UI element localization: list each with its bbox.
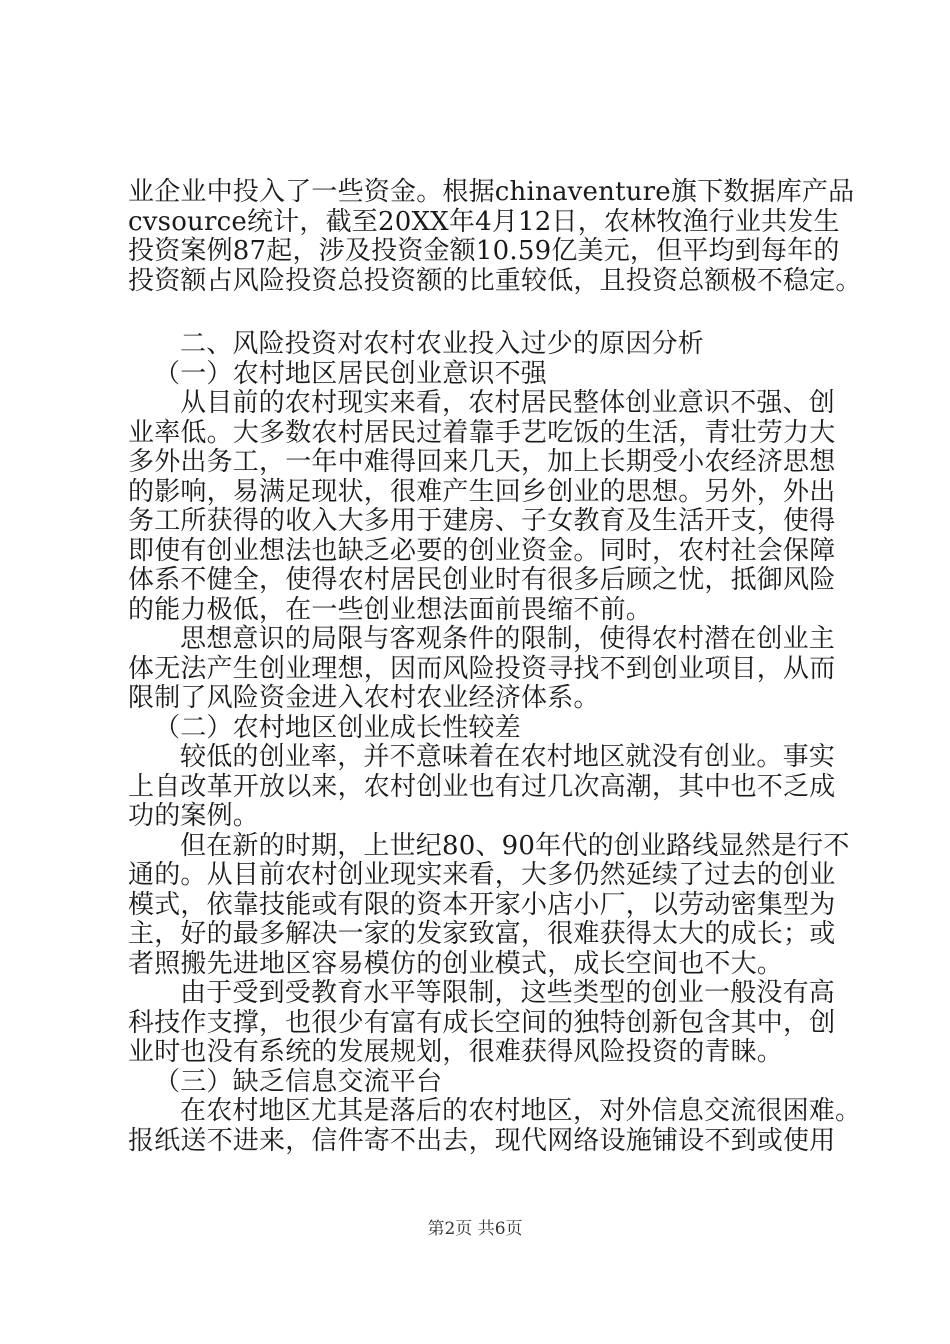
text-line: 上自改革开放以来，农村创业也有过几次高潮，其中也不乏成 — [128, 771, 836, 802]
text-line: 通的。从目前农村创业现实来看，大多仍然延续了过去的创业 — [128, 860, 836, 890]
text-line: 模式，依靠技能或有限的资本开家小店小厂，以劳动密集型为 — [128, 889, 836, 920]
text-line: 报纸送不进来，信件寄不出去，现代网络设施铺设不到或使用 — [128, 1125, 836, 1156]
text-line: 体系不健全，使得农村居民创业时有很多后顾之忧，抵御风险 — [128, 565, 836, 595]
section-gap — [128, 296, 848, 330]
text-line: 的影响，易满足现状，很难产生回乡创业的思想。另外，外出 — [128, 476, 836, 507]
text-line: 业率低。大多数农村居民过着靠手艺吃饭的生活，青壮劳力大 — [128, 417, 836, 448]
text-line: 业时也没有系统的发展规划，很难获得风险投资的青睐。 — [128, 1037, 784, 1067]
text-line: 投资额占风险投资总投资额的比重较低，且投资总额极不稳定。 — [128, 265, 862, 296]
text-line: 科技作支撑，也很少有富有成长空间的独特创新包含其中，创 — [128, 1007, 836, 1038]
subsection-heading: （二）农村地区创业成长性较差 — [154, 712, 521, 743]
text-line: 主，好的最多解决一家的发家致富，很难获得太大的成长；或 — [128, 919, 836, 949]
text-line: 即使有创业想法也缺乏必要的创业资金。同时，农村社会保障 — [128, 535, 836, 566]
text-line: 者照搬先进地区容易模仿的创业模式，成长空间也不大。 — [128, 948, 784, 979]
text-line: 业企业中投入了一些资金。根据chinaventure旗下数据库产品 — [128, 177, 855, 207]
document-body — [128, 177, 862, 1156]
paragraph-first-line: 由于受到受教育水平等限制，这些类型的创业一般没有高 — [180, 978, 836, 1008]
text-line: 投资案例87起，涉及投资金额10.59亿美元，但平均到每年的 — [128, 236, 840, 266]
subsection-heading: （三）缺乏信息交流平台 — [154, 1066, 443, 1097]
text-line: 体无法产生创业理想，因而风险投资寻找不到创业项目，从而 — [128, 653, 836, 684]
text-line: 多外出务工，一年中难得回来几天，加上长期受小农经济思想 — [128, 447, 836, 477]
paragraph-first-line: 在农村地区尤其是落后的农村地区，对外信息交流很困难。 — [180, 1096, 862, 1126]
text-line: 功的案例。 — [128, 801, 260, 831]
paragraph-first-line: 从目前的农村现实来看，农村居民整体创业意识不强、创 — [180, 388, 836, 418]
text-line: 限制了风险资金进入农村农业经济体系。 — [128, 683, 600, 713]
text-line: 务工所获得的收入大多用于建房、子女教育及生活开支，使得 — [128, 506, 836, 536]
section-heading: 二、风险投资对农村农业投入过少的原因分析 — [180, 329, 705, 359]
paragraph-first-line: 较低的创业率，并不意味着在农村地区就没有创业。事实 — [180, 742, 836, 772]
paragraph-first-line: 但在新的时期，上世纪80、90年代的创业路线显然是行不 — [180, 830, 850, 861]
page-footer: 第2页 共6页 — [427, 1219, 523, 1239]
text-line: 的能力极低，在一些创业想法面前畏缩不前。 — [128, 594, 653, 625]
subsection-heading: （一）农村地区居民创业意识不强 — [154, 358, 548, 389]
text-line: cvsource统计，截至20XX年4月12日，农林牧渔行业共发生 — [128, 206, 840, 237]
paragraph-first-line: 思想意识的局限与客观条件的限制，使得农村潜在创业主 — [180, 624, 836, 654]
